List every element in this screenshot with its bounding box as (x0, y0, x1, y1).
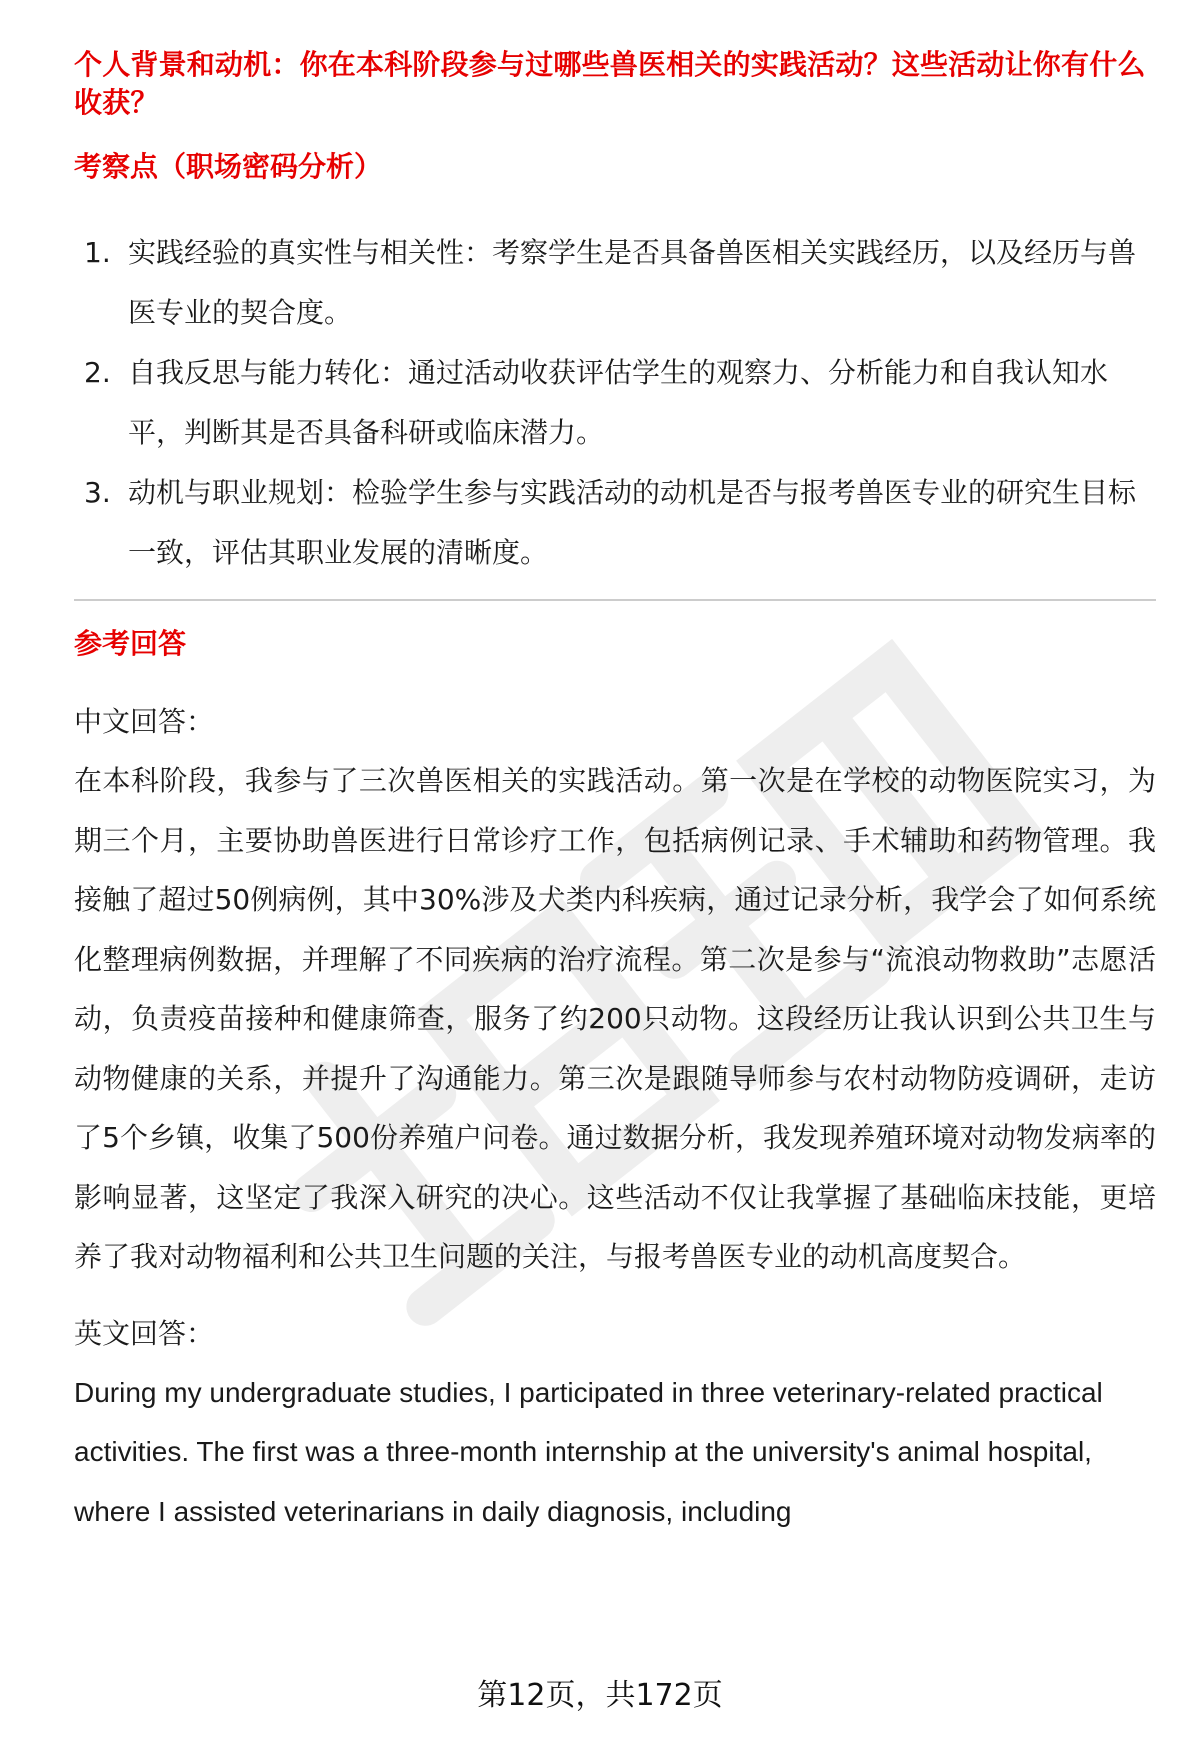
exam-points-title: 考察点（职场密码分析） (74, 149, 383, 183)
page-content (74, 46, 1156, 1541)
list-item-text: 自我反思与能力转化：通过活动收获评估学生的观察力、分析能力和自我认知水平，判断其是否具备科研或临床潜力。 (128, 356, 1109, 450)
section-divider (74, 599, 1156, 601)
english-answer-text: During my undergraduate studies, I participated in three veterinary-related practical activities. The first was a three-month internship at the university's animal hospital, where I assisted veterinarians in daily diagnosis, including (74, 1376, 1103, 1527)
list-item (74, 463, 1156, 583)
exam-points-list (74, 223, 1156, 583)
reference-answer-title: 参考回答 (74, 627, 187, 661)
list-number: 1. (84, 236, 111, 270)
english-answer-label: 英文回答： (74, 1316, 215, 1350)
list-item (74, 343, 1156, 463)
question-heading: 个人背景和动机：你在本科阶段参与过哪些兽医相关的实践活动？这些活动让你有什么收获？ (74, 48, 1146, 119)
list-item (74, 223, 1156, 343)
list-number: 3. (84, 476, 111, 510)
chinese-answer-text: 在本科阶段，我参与了三次兽医相关的实践活动。第一次是在学校的动物医院实习，为期三个月，主要协助兽医进行日常诊疗工作，包括病例记录、手术辅助和药物管理。我接触了超过50例病例，其中30%涉及犬类内科疾病，通过记录分析，我学会了如何系统化整理病例数据，并理解了不同疾病的治疗流程。第二次是参与“流浪动物救助”志愿活动，负责疫苗接种和健康筛查，服务了约200只动物。这段经历让我认识到公共卫生与动物健康的关系，并提升了沟通能力。第三次是跟随导师参与农村动物防疫调研，走访了5个乡镇，收集了500份养殖户问卷。通过数据分析，我发现养殖环境对动物发病率的影响显著，这坚定了我深入研究的决心。这些活动不仅让我掌握了基础临床技能，更培养了我对动物福利和公共卫生问题的关注，与报考兽医专业的动机高度契合。 (74, 764, 1156, 1274)
chinese-answer-label: 中文回答： (74, 705, 215, 739)
list-item-text: 实践经验的真实性与相关性：考察学生是否具备兽医相关实践经历，以及经历与兽医专业的契合度。 (128, 236, 1137, 330)
list-item-text: 动机与职业规划：检验学生参与实践活动的动机是否与报考兽医专业的研究生目标一致，评估其职业发展的清晰度。 (128, 476, 1137, 570)
list-number: 2. (84, 356, 111, 390)
page-footer: 第12页，共172页 (477, 1678, 723, 1713)
